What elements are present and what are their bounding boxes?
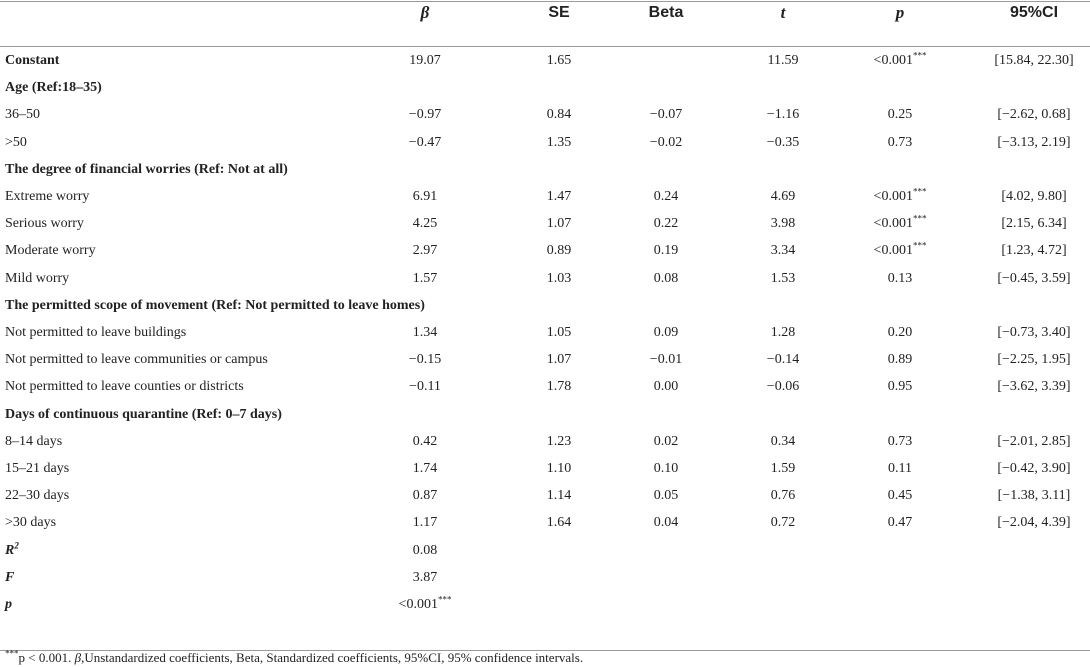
table-row <box>0 101 1090 128</box>
cell-p <box>845 455 955 482</box>
cell-beta-std <box>621 265 711 292</box>
cell-t <box>738 482 828 509</box>
cell-beta-std <box>621 129 711 156</box>
cell-se <box>519 455 599 482</box>
table-section-row <box>0 401 1090 428</box>
header-se: SE <box>548 4 570 21</box>
cell-beta-std <box>621 101 711 128</box>
stat-value-text: <0.001 <box>398 597 438 612</box>
cell-t <box>738 210 828 237</box>
stat-label <box>5 591 12 618</box>
cell-value: 0.08 <box>653 270 679 286</box>
cell-ci <box>978 482 1090 509</box>
cell-t <box>738 47 828 74</box>
table-row <box>0 373 1090 400</box>
table-row <box>0 509 1090 536</box>
table-row <box>0 346 1090 373</box>
cell-p <box>845 482 955 509</box>
cell-ci <box>978 455 1090 482</box>
table-row <box>0 428 1090 455</box>
header-p: p <box>895 3 905 22</box>
cell-value: 1.35 <box>546 134 572 150</box>
cell-beta <box>375 210 475 237</box>
cell-se <box>519 428 599 455</box>
significance-mark: *** <box>437 594 452 605</box>
row-label: 22–30 days <box>5 488 70 504</box>
cell-beta <box>375 265 475 292</box>
cell-value: 0.20 <box>887 325 913 340</box>
cell-value: 0.02 <box>653 433 679 449</box>
row-label: Not permitted to leave counties or districts <box>5 379 244 395</box>
cell-se <box>519 129 599 156</box>
significance-mark: *** <box>912 240 927 251</box>
cell-t <box>738 428 828 455</box>
cell-value: <0.001 <box>873 243 913 259</box>
cell-p <box>845 265 955 292</box>
stat-label-text: R <box>5 542 15 558</box>
stat-value-text: 0.08 <box>412 542 438 558</box>
cell-ci <box>978 319 1090 346</box>
cell-value: 3.98 <box>770 216 796 232</box>
cell-value: 1.74 <box>412 461 438 476</box>
cell-value: −0.02 <box>649 134 683 150</box>
footnote-sig: *** <box>5 648 19 659</box>
cell-value: 0.19 <box>653 243 679 259</box>
cell-p <box>845 428 955 455</box>
cell-value: 0.05 <box>653 488 679 504</box>
cell-value: −0.14 <box>766 352 800 368</box>
table-row <box>0 265 1090 292</box>
cell-se <box>519 101 599 128</box>
header-ci: 95%CI <box>1009 4 1059 21</box>
table-section-row <box>0 292 1090 319</box>
stat-value <box>375 591 475 618</box>
cell-value: 1.57 <box>412 270 438 286</box>
cell-t <box>738 101 828 128</box>
table-header <box>0 0 1090 46</box>
cell-value: 1.47 <box>546 189 572 204</box>
cell-value: [−0.73, 3.40] <box>997 325 1071 340</box>
cell-se <box>519 319 599 346</box>
cell-ci <box>978 47 1090 74</box>
cell-value: 11.59 <box>767 53 799 68</box>
cell-p <box>845 183 955 210</box>
table-row <box>0 319 1090 346</box>
cell-t <box>738 346 828 373</box>
cell-ci <box>978 237 1090 264</box>
cell-ci <box>978 346 1090 373</box>
cell-value: 1.53 <box>770 270 796 286</box>
cell-value: 0.73 <box>887 433 913 449</box>
cell-value: [15.84, 22.30] <box>994 53 1074 68</box>
cell-value: −0.07 <box>649 107 683 123</box>
header-t: t <box>780 3 786 22</box>
cell-value: 1.03 <box>546 270 572 286</box>
cell-beta <box>375 101 475 128</box>
cell-value: −0.15 <box>408 352 442 368</box>
table-row <box>0 455 1090 482</box>
cell-se <box>519 47 599 74</box>
stat-label-text: F <box>5 569 15 585</box>
stat-row <box>0 564 1090 591</box>
cell-value: 19.07 <box>409 53 441 68</box>
cell-value: 4.25 <box>412 216 438 232</box>
cell-value: 0.09 <box>653 325 679 340</box>
cell-beta-std <box>621 428 711 455</box>
cell-beta <box>375 319 475 346</box>
cell-value: 1.59 <box>770 461 796 476</box>
row-label: >50 <box>5 134 27 150</box>
significance-mark: *** <box>912 186 927 197</box>
cell-value: 1.28 <box>770 325 796 340</box>
cell-value: 2.97 <box>412 243 438 259</box>
cell-beta-std <box>621 237 711 264</box>
cell-value: <0.001 <box>873 189 913 204</box>
cell-t <box>738 373 828 400</box>
stat-label-sup: 2 <box>14 539 19 550</box>
row-label: 15–21 days <box>5 461 70 476</box>
cell-beta-std <box>621 319 711 346</box>
table-row <box>0 210 1090 237</box>
cell-p <box>845 346 955 373</box>
cell-t <box>738 455 828 482</box>
cell-value: <0.001 <box>873 53 913 68</box>
cell-se <box>519 482 599 509</box>
cell-beta-std <box>621 455 711 482</box>
cell-beta-std <box>621 183 711 210</box>
cell-ci <box>978 373 1090 400</box>
stat-row <box>0 537 1090 564</box>
table-footnote <box>5 648 584 665</box>
cell-value: [−2.25, 1.95] <box>997 352 1071 368</box>
cell-value: 4.69 <box>770 189 796 204</box>
cell-se <box>519 183 599 210</box>
cell-ci <box>978 183 1090 210</box>
cell-value: 1.78 <box>546 379 572 395</box>
cell-value: 1.10 <box>546 461 572 476</box>
cell-value: 0.89 <box>546 243 572 259</box>
cell-beta <box>375 428 475 455</box>
cell-se <box>519 509 599 536</box>
cell-value: 1.05 <box>546 325 572 340</box>
cell-value: [1.23, 4.72] <box>1001 243 1067 259</box>
cell-t <box>738 237 828 264</box>
cell-se <box>519 210 599 237</box>
cell-value: 3.34 <box>770 243 796 259</box>
cell-value: 0.84 <box>546 107 572 123</box>
cell-value: 0.10 <box>653 461 679 476</box>
cell-value: [4.02, 9.80] <box>1001 189 1067 204</box>
stat-value <box>375 537 475 564</box>
cell-ci <box>978 428 1090 455</box>
cell-value: 0.89 <box>887 352 913 368</box>
cell-ci <box>978 101 1090 128</box>
cell-beta-std <box>621 509 711 536</box>
cell-value: [−1.38, 3.11] <box>997 488 1071 504</box>
table-row <box>0 482 1090 509</box>
cell-beta <box>375 509 475 536</box>
cell-value: 0.76 <box>770 488 796 504</box>
cell-value: [−2.01, 2.85] <box>997 433 1071 449</box>
cell-beta <box>375 129 475 156</box>
cell-value: −0.06 <box>766 379 800 395</box>
cell-p <box>845 319 955 346</box>
cell-value: 1.64 <box>546 515 572 531</box>
cell-value: 0.22 <box>653 216 679 232</box>
header-beta-std: Beta <box>648 4 684 21</box>
cell-value: −0.11 <box>409 379 441 395</box>
cell-beta-std <box>621 210 711 237</box>
cell-value: −0.97 <box>408 107 442 123</box>
cell-ci <box>978 265 1090 292</box>
cell-value: 0.95 <box>887 379 913 395</box>
stat-value <box>375 564 475 591</box>
cell-value: 1.07 <box>546 352 572 368</box>
row-label: Not permitted to leave communities or campus <box>5 352 268 368</box>
cell-value: −0.35 <box>766 134 800 150</box>
row-label: >30 days <box>5 515 57 531</box>
cell-beta <box>375 482 475 509</box>
cell-t <box>738 129 828 156</box>
footnote-beta-symbol: β <box>74 650 82 665</box>
cell-value: <0.001 <box>873 216 913 232</box>
cell-value: 0.11 <box>888 461 912 476</box>
cell-beta <box>375 346 475 373</box>
stat-label <box>5 564 14 591</box>
cell-value: 1.17 <box>412 515 438 531</box>
cell-value: 0.04 <box>653 515 679 531</box>
cell-ci <box>978 129 1090 156</box>
cell-se <box>519 237 599 264</box>
stat-value-text: 3.87 <box>412 569 438 585</box>
cell-value: [−3.62, 3.39] <box>997 379 1071 395</box>
header-beta: β <box>420 3 430 22</box>
cell-beta <box>375 183 475 210</box>
row-label: Not permitted to leave buildings <box>5 325 187 340</box>
table-row <box>0 183 1090 210</box>
cell-value: [−0.45, 3.59] <box>997 270 1071 286</box>
cell-value: 6.91 <box>412 189 438 204</box>
cell-p <box>845 101 955 128</box>
cell-ci <box>978 210 1090 237</box>
cell-value: −0.47 <box>408 134 442 150</box>
table-section-row <box>0 47 1090 74</box>
cell-value: [−0.42, 3.90] <box>997 461 1071 476</box>
cell-value: −0.01 <box>649 352 683 368</box>
cell-value: −1.16 <box>766 107 800 123</box>
cell-p <box>845 509 955 536</box>
cell-p <box>845 129 955 156</box>
stat-row <box>0 591 1090 618</box>
row-label: The degree of financial worries (Ref: Not at all) <box>5 161 288 177</box>
row-label: Days of continuous quarantine (Ref: 0–7 days) <box>5 406 282 422</box>
row-label: Constant <box>5 53 60 68</box>
cell-beta-std <box>621 482 711 509</box>
cell-value: 0.25 <box>887 107 913 123</box>
cell-value: 0.24 <box>653 189 679 204</box>
cell-value: 1.23 <box>546 433 572 449</box>
cell-beta <box>375 47 475 74</box>
cell-t <box>738 183 828 210</box>
cell-value: 0.73 <box>887 134 913 150</box>
cell-p <box>845 237 955 264</box>
cell-beta <box>375 373 475 400</box>
cell-t <box>738 265 828 292</box>
cell-beta <box>375 237 475 264</box>
cell-value: 0.47 <box>887 515 913 531</box>
cell-value: 0.00 <box>653 379 679 395</box>
cell-value: 0.13 <box>887 270 913 286</box>
footnote-text-2: ,Unstandardized coefficients, Beta, Standardized coefficients, 95%CI, 95% confidence intervals. <box>81 650 584 665</box>
table-section-row <box>0 74 1090 101</box>
row-label: Moderate worry <box>5 243 96 259</box>
cell-beta-std <box>621 346 711 373</box>
cell-value: 1.34 <box>412 325 438 340</box>
cell-p <box>845 47 955 74</box>
row-label: 8–14 days <box>5 433 63 449</box>
table-row <box>0 237 1090 264</box>
stat-label <box>5 537 19 564</box>
cell-value: 0.72 <box>770 515 796 531</box>
cell-se <box>519 346 599 373</box>
cell-se <box>519 373 599 400</box>
cell-value: [−2.04, 4.39] <box>997 515 1071 531</box>
cell-value: 0.34 <box>770 433 796 449</box>
row-label: The permitted scope of movement (Ref: Not permitted to leave homes) <box>5 297 425 313</box>
row-label: 36–50 <box>5 107 40 123</box>
table-row <box>0 129 1090 156</box>
cell-value: 1.14 <box>546 488 572 504</box>
cell-value: 1.07 <box>546 216 572 232</box>
cell-value: 0.87 <box>412 488 438 504</box>
cell-t <box>738 319 828 346</box>
cell-t <box>738 509 828 536</box>
cell-value: 0.42 <box>412 433 438 449</box>
cell-value: [−3.13, 2.19] <box>997 134 1071 150</box>
cell-beta <box>375 455 475 482</box>
row-label: Serious worry <box>5 216 84 232</box>
row-label: Age (Ref:18–35) <box>5 80 102 96</box>
significance-mark: *** <box>912 213 927 224</box>
row-label: Mild worry <box>5 270 70 286</box>
cell-p <box>845 210 955 237</box>
row-label: Extreme worry <box>5 189 90 204</box>
cell-value: 0.45 <box>887 488 913 504</box>
cell-p <box>845 373 955 400</box>
cell-beta-std <box>621 373 711 400</box>
cell-se <box>519 265 599 292</box>
footnote-text-1: p < 0.001. <box>18 650 75 665</box>
significance-mark: *** <box>912 50 927 61</box>
cell-value: [2.15, 6.34] <box>1001 216 1067 232</box>
cell-value: [−2.62, 0.68] <box>997 107 1071 123</box>
stat-label-text: p <box>5 597 12 612</box>
cell-value: 1.65 <box>546 53 572 68</box>
table-section-row <box>0 156 1090 183</box>
cell-ci <box>978 509 1090 536</box>
